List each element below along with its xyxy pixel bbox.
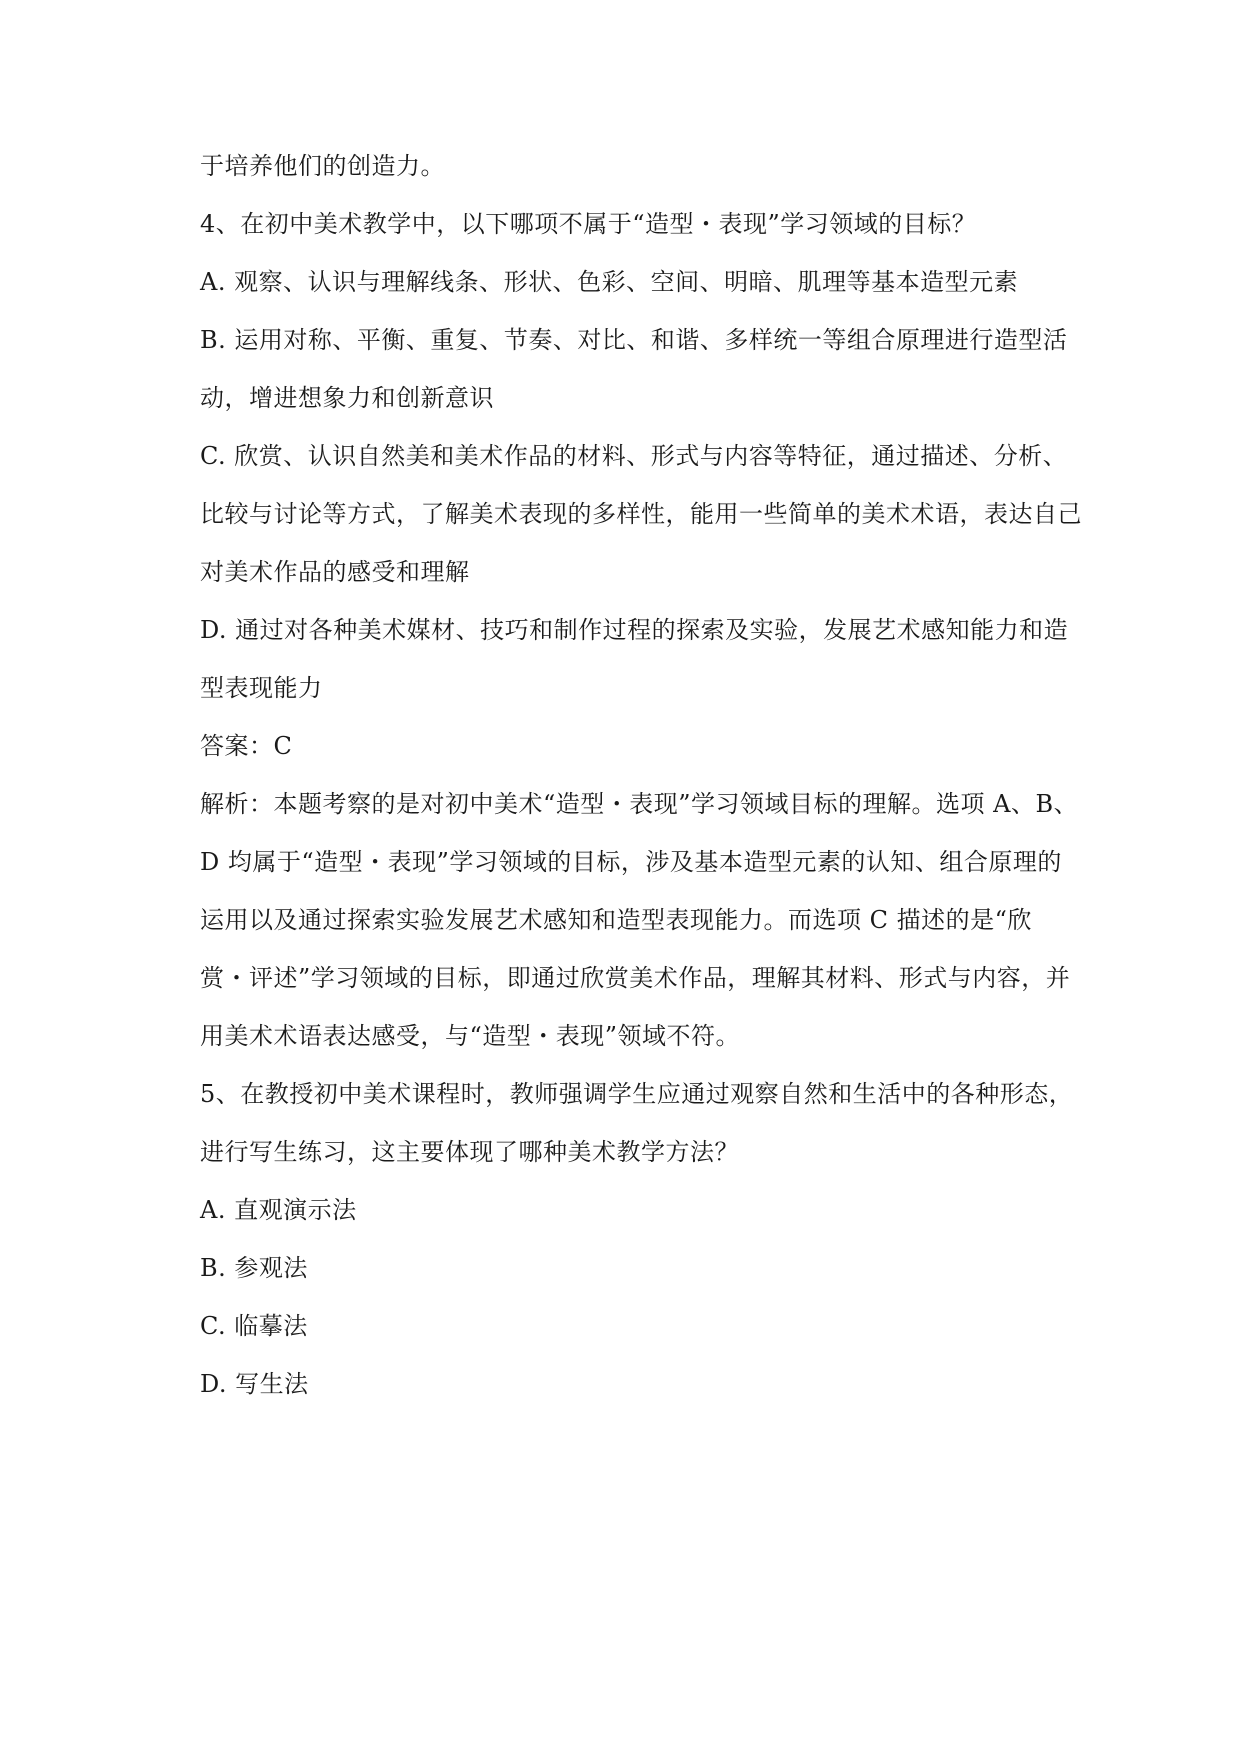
question-5-stem-cont: 进行写生练习，这主要体现了哪种美术教学方法？	[200, 1138, 739, 1166]
question-4-analysis-cont: 用美术术语表达感受，与“造型・表现”领域不符。	[200, 1022, 741, 1050]
question-4-answer: 答案：C	[200, 732, 293, 760]
text-line-continuation: 于培养他们的创造力。	[200, 152, 445, 180]
question-4-option-b: B. 运用对称、平衡、重复、节奏、对比、和谐、多样统一等组合原理进行造型活	[200, 326, 1068, 354]
question-4-option-c-cont: 比较与讨论等方式，了解美术表现的多样性，能用一些简单的美术术语，表达自己	[200, 500, 1082, 528]
question-4-option-a: A. 观察、认识与理解线条、形状、色彩、空间、明暗、肌理等基本造型元素	[200, 268, 1019, 296]
question-4-analysis-cont: 赏・评述”学习领域的目标，即通过欣赏美术作品，理解其材料、形式与内容，并	[200, 964, 1071, 992]
question-4-option-b-cont: 动，增进想象力和创新意识	[200, 384, 494, 412]
question-4-analysis-cont: 运用以及通过探索实验发展艺术感知和造型表现能力。而选项 C 描述的是“欣	[200, 906, 1032, 934]
question-4-option-d: D. 通过对各种美术媒材、技巧和制作过程的探索及实验，发展艺术感知能力和造	[200, 616, 1069, 644]
question-5-option-d: D. 写生法	[200, 1370, 309, 1398]
question-4-stem: 4、在初中美术教学中，以下哪项不属于“造型・表现”学习领域的目标？	[200, 210, 977, 238]
question-5-option-c: C. 临摹法	[200, 1312, 308, 1340]
question-4-option-d-cont: 型表现能力	[200, 674, 323, 702]
question-5-stem: 5、在教授初中美术课程时，教师强调学生应通过观察自然和生活中的各种形态，	[200, 1080, 1074, 1108]
question-5-option-b: B. 参观法	[200, 1254, 308, 1282]
question-4-option-c: C. 欣赏、认识自然美和美术作品的材料、形式与内容等特征，通过描述、分析、	[200, 442, 1068, 470]
question-4-option-c-cont: 对美术作品的感受和理解	[200, 558, 470, 586]
question-4-analysis-cont: D 均属于“造型・表现”学习领域的目标，涉及基本造型元素的认知、组合原理的	[200, 848, 1062, 876]
question-5-option-a: A. 直观演示法	[200, 1196, 357, 1224]
question-4-analysis: 解析：本题考察的是对初中美术“造型・表现”学习领域目标的理解。选项 A、B、	[200, 790, 1079, 818]
